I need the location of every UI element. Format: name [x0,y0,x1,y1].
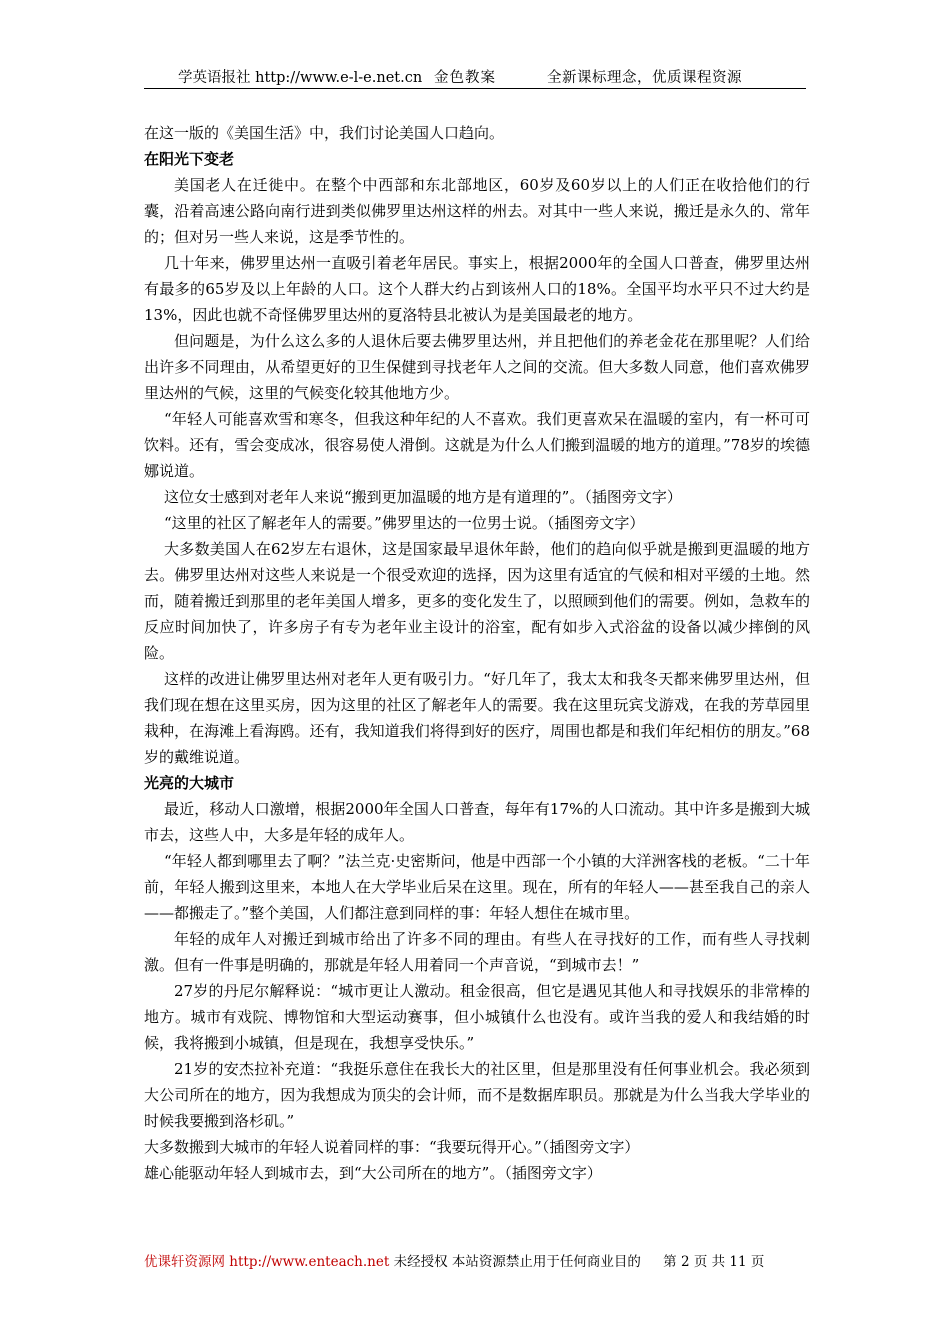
paragraph: 这样的改进让佛罗里达州对老年人更有吸引力。“好几年了，我太太和我冬天都来佛罗里达州，但我们现在想在这里买房，因为这里的社区了解老年人的需要。我在这里玩宾戈游戏，在我的芳草园里栽种，在海滩上看海鸥。还有，我知道我们将得到好的医疗，周围也都是和我们年纪相仿的朋友。”68岁的戴维说道。 [144,670,810,766]
page-footer [144,1250,764,1270]
paragraph: “年轻人都到哪里去了啊？”法兰克·史密斯问，他是中西部一个小镇的大洋洲客栈的老板。“二十年前，年轻人搬到这里来，本地人在大学毕业后呆在这里。现在，所有的年轻人——甚至我自己的亲人——都搬走了。”整个美国，人们都注意到同样的事：年轻人想住在城市里。 [144,852,810,922]
caption-line: 雄心能驱动年轻人到城市去，到“大公司所在的地方”。（插图旁文字） [144,1164,602,1182]
article-body [144,120,810,1186]
paragraph: 21岁的安杰拉补充道：“我挺乐意住在我长大的社区里，但是那里没有任何事业机会。我必须到大公司所在的地方，因为我想成为顶尖的会计师，而不是数据库职员。那就是为什么当我大学毕业的时候我要搬到洛杉矶。” [144,1060,810,1130]
paragraph: 几十年来，佛罗里达州一直吸引着老年居民。事实上，根据2000年的全国人口普查，佛罗里达州有最多的65岁及以上年龄的人口。这个人群大约占到该州人口的18%。全国平均水平只不过大约是13%，因此也就不奇怪佛罗里达州的夏洛特县北被认为是美国最老的地方。 [144,254,810,324]
caption-line: 这位女士感到对老年人来说“搬到更加温暖的地方是有道理的”。（插图旁文字） [164,488,682,506]
header-title: 金色教案 [434,70,496,86]
page-header [144,66,806,89]
section-heading: 在阳光下变老 [144,150,235,168]
intro-line: 在这一版的《美国生活》中，我们讨论美国人口趋向。 [144,124,505,142]
header-site: 学英语报社 http://www.e-l-e.net.cn [178,70,423,86]
paragraph: “年轻人可能喜欢雪和寒冬，但我这种年纪的人不喜欢。我们更喜欢呆在温暖的室内，有一杯可可饮料。还有，雪会变成冰，很容易使人滑倒。这就是为什么人们搬到温暖的地方的道理。”78岁的埃德娜说道。 [144,410,810,480]
section-heading: 光亮的大城市 [144,774,235,792]
paragraph: 最近，移动人口激增，根据2000年全国人口普查，每年有17%的人口流动。其中许多是搬到大城市去，这些人中，大多是年轻的成年人。 [144,800,810,844]
paragraph: 27岁的丹尼尔解释说：“城市更让人激动。租金很高，但它是遇见其他人和寻找娱乐的非常棒的地方。城市有戏院、博物馆和大型运动赛事，但小城镇什么也没有。或许当我的爱人和我结婚的时候，我将搬到小城镇，但是现在，我想享受快乐。” [144,982,810,1052]
page-number: 第 2 页 共 11 页 [663,1254,765,1270]
footer-site-link[interactable]: 优课轩资源网 http://www.enteach.net [144,1254,390,1270]
paragraph: 但问题是，为什么这么多的人退休后要去佛罗里达州，并且把他们的养老金花在那里呢？人们给出许多不同理由，从希望更好的卫生保健到寻找老年人之间的交流。但大多数人同意，他们喜欢佛罗里达州的气候，这里的气候变化较其他地方少。 [144,332,810,402]
header-slogan: 全新课标理念，优质课程资源 [547,70,742,86]
footer-notice: 未经授权 本站资源禁止用于任何商业目的 [389,1254,641,1270]
paragraph: 美国老人在迁徙中。在整个中西部和东北部地区，60岁及60岁以上的人们正在收拾他们的行囊，沿着高速公路向南行进到类似佛罗里达州这样的州去。对其中一些人来说，搬迁是永久的、常年的；但对另一些人来说，这是季节性的。 [144,176,810,246]
caption-line: “这里的社区了解老年人的需要。”佛罗里达的一位男士说。（插图旁文字） [164,514,645,532]
paragraph: 大多数美国人在62岁左右退休，这是国家最早退休年龄，他们的趋向似乎就是搬到更温暖的地方去。佛罗里达州对这些人来说是一个很受欢迎的选择，因为这里有适宜的气候和相对平缓的土地。然而，随着搬迁到那里的老年美国人增多，更多的变化发生了，以照顾到他们的需要。例如，急救车的反应时间加快了，许多房子有专为老年业主设计的浴室，配有如步入式浴盆的设备以减少摔倒的风险。 [144,540,810,662]
paragraph: 年轻的成年人对搬迁到城市给出了许多不同的理由。有些人在寻找好的工作，而有些人寻找刺激。但有一件事是明确的，那就是年轻人用着同一个声音说，“到城市去！” [144,930,810,974]
caption-line: 大多数搬到大城市的年轻人说着同样的事：“我要玩得开心。”（插图旁文字） [144,1138,640,1156]
